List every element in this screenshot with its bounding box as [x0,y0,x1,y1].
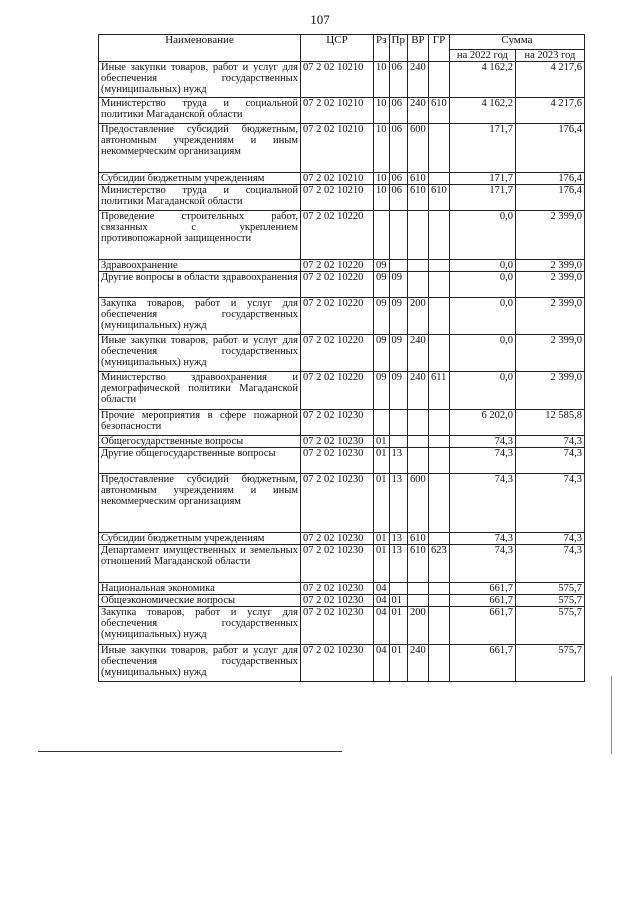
cell-y2023: 575,7 [515,595,584,607]
cell-name: Проведение строительных работ, связанных с укреплением противопожарной защищенности [99,211,301,260]
cell-rz [374,211,390,260]
cell-gr [428,298,449,335]
cell-y2022: 171,7 [449,124,515,173]
cell-gr: 610 [428,98,449,124]
table-row [99,533,585,545]
cell-gr [428,62,449,98]
cell-y2023: 2 399,0 [515,298,584,335]
cell-pr: 09 [389,372,407,410]
cell-name: Закупка товаров, работ и услуг для обеспечения государственных (муниципальных) нужд [99,607,301,645]
cell-y2023: 176,4 [515,173,584,185]
table-row [99,272,585,298]
cell-vr: 610 [407,533,428,545]
table-row [99,211,585,260]
cell-y2022: 0,0 [449,372,515,410]
cell-gr [428,260,449,272]
cell-vr: 240 [407,372,428,410]
cell-gr [428,211,449,260]
table-row [99,595,585,607]
cell-y2023: 176,4 [515,124,584,173]
table-row [99,62,585,98]
cell-gr [428,272,449,298]
cell-gr [428,335,449,372]
cell-pr [389,410,407,436]
cell-vr: 610 [407,185,428,211]
cell-pr [389,436,407,448]
cell-name: Министерство здравоохранения и демографической политики Магаданской области [99,372,301,410]
cell-rz: 10 [374,185,390,211]
cell-vr [407,211,428,260]
table-row [99,583,585,595]
cell-name: Общегосударственные вопросы [99,436,301,448]
cell-pr: 06 [389,62,407,98]
cell-y2022: 74,3 [449,448,515,474]
cell-y2023: 74,3 [515,436,584,448]
cell-y2023: 4 217,6 [515,98,584,124]
cell-vr: 200 [407,298,428,335]
cell-y2023: 2 399,0 [515,372,584,410]
cell-y2023: 4 217,6 [515,62,584,98]
cell-gr [428,645,449,682]
table-row [99,607,585,645]
cell-pr: 06 [389,185,407,211]
cell-pr: 13 [389,474,407,533]
cell-rz: 09 [374,372,390,410]
cell-csr: 07 2 02 10210 [301,173,374,185]
table-row [99,474,585,533]
cell-y2022: 0,0 [449,298,515,335]
header-csr: ЦСР [301,35,374,62]
cell-y2022: 0,0 [449,272,515,298]
cell-rz [374,410,390,436]
cell-pr [389,211,407,260]
cell-y2022: 171,7 [449,185,515,211]
cell-gr [428,595,449,607]
header-2023: на 2023 год [515,50,584,62]
cell-vr [407,595,428,607]
cell-pr: 13 [389,533,407,545]
cell-csr: 07 2 02 10230 [301,545,374,583]
cell-csr: 07 2 02 10230 [301,474,374,533]
cell-csr: 07 2 02 10230 [301,583,374,595]
cell-rz: 04 [374,595,390,607]
cell-rz: 01 [374,474,390,533]
table-row [99,173,585,185]
cell-rz: 09 [374,260,390,272]
cell-y2023: 575,7 [515,645,584,682]
cell-pr [389,583,407,595]
cell-csr: 07 2 02 10210 [301,124,374,173]
cell-rz: 10 [374,173,390,185]
cell-name: Закупка товаров, работ и услуг для обеспечения государственных (муниципальных) нужд [99,298,301,335]
table-row [99,124,585,173]
table-row [99,98,585,124]
table-row [99,545,585,583]
cell-name: Департамент имущественных и земельных отношений Магаданской области [99,545,301,583]
budget-table [98,34,585,682]
cell-name: Иные закупки товаров, работ и услуг для обеспечения государственных (муниципальных) нужд [99,335,301,372]
cell-vr [407,436,428,448]
cell-rz: 10 [374,98,390,124]
cell-y2022: 74,3 [449,545,515,583]
table-row [99,335,585,372]
cell-csr: 07 2 02 10220 [301,211,374,260]
table-row [99,645,585,682]
page-number: 107 [310,12,330,27]
cell-y2023: 74,3 [515,474,584,533]
cell-gr: 610 [428,185,449,211]
header-sum: Сумма [449,35,584,50]
cell-gr [428,410,449,436]
cell-y2023: 74,3 [515,533,584,545]
cell-y2022: 74,3 [449,533,515,545]
cell-rz: 01 [374,436,390,448]
cell-name: Национальная экономика [99,583,301,595]
table-row [99,410,585,436]
cell-pr: 06 [389,173,407,185]
cell-name: Здравоохранение [99,260,301,272]
table-row [99,260,585,272]
cell-y2023: 575,7 [515,607,584,645]
cell-y2023: 74,3 [515,545,584,583]
cell-gr [428,583,449,595]
footer-rule [38,751,342,752]
cell-csr: 07 2 02 10220 [301,260,374,272]
table-row [99,448,585,474]
table-row [99,185,585,211]
header-vr: ВР [407,35,428,62]
cell-name: Общеэкономические вопросы [99,595,301,607]
cell-rz: 09 [374,335,390,372]
cell-gr: 611 [428,372,449,410]
table-row [99,372,585,410]
cell-name: Министерство труда и социальной политики Магаданской области [99,185,301,211]
cell-y2022: 171,7 [449,173,515,185]
cell-rz: 01 [374,545,390,583]
cell-y2023: 12 585,8 [515,410,584,436]
header-2022: на 2022 год [449,50,515,62]
cell-vr: 240 [407,62,428,98]
cell-csr: 07 2 02 10230 [301,436,374,448]
cell-csr: 07 2 02 10220 [301,372,374,410]
cell-rz: 04 [374,645,390,682]
cell-gr [428,474,449,533]
header-name: Наименование [99,35,301,62]
cell-rz: 04 [374,583,390,595]
cell-csr: 07 2 02 10230 [301,410,374,436]
cell-vr [407,410,428,436]
cell-csr: 07 2 02 10210 [301,98,374,124]
cell-rz: 09 [374,272,390,298]
cell-name: Предоставление субсидий бюджетным, автономным учреждениям и иным некоммерческим организациям [99,124,301,173]
cell-y2022: 0,0 [449,335,515,372]
cell-name: Прочие мероприятия в сфере пожарной безопасности [99,410,301,436]
cell-y2022: 661,7 [449,583,515,595]
cell-vr: 610 [407,545,428,583]
cell-vr: 600 [407,474,428,533]
header-rz: Рз [374,35,390,62]
cell-vr: 200 [407,607,428,645]
cell-csr: 07 2 02 10210 [301,185,374,211]
cell-csr: 07 2 02 10230 [301,448,374,474]
cell-y2023: 2 399,0 [515,335,584,372]
cell-gr [428,533,449,545]
cell-csr: 07 2 02 10220 [301,298,374,335]
cell-y2022: 661,7 [449,607,515,645]
cell-y2023: 2 399,0 [515,260,584,272]
cell-vr: 600 [407,124,428,173]
cell-pr: 01 [389,607,407,645]
cell-y2022: 661,7 [449,645,515,682]
cell-y2022: 0,0 [449,211,515,260]
cell-csr: 07 2 02 10220 [301,335,374,372]
cell-rz: 09 [374,298,390,335]
cell-pr: 01 [389,595,407,607]
cell-name: Субсидии бюджетным учреждениям [99,173,301,185]
cell-name: Предоставление субсидий бюджетным, автономным учреждениям и иным некоммерческим организациям [99,474,301,533]
cell-name: Субсидии бюджетным учреждениям [99,533,301,545]
cell-y2023: 2 399,0 [515,272,584,298]
cell-csr: 07 2 02 10230 [301,533,374,545]
cell-gr [428,607,449,645]
cell-vr: 610 [407,173,428,185]
cell-csr: 07 2 02 10230 [301,595,374,607]
table-body [99,62,585,682]
cell-rz: 01 [374,448,390,474]
cell-pr: 09 [389,272,407,298]
table-row [99,298,585,335]
cell-pr: 01 [389,645,407,682]
cell-csr: 07 2 02 10210 [301,62,374,98]
cell-y2023: 74,3 [515,448,584,474]
cell-csr: 07 2 02 10230 [301,607,374,645]
cell-name: Иные закупки товаров, работ и услуг для обеспечения государственных (муниципальных) нужд [99,62,301,98]
cell-vr: 240 [407,98,428,124]
cell-name: Другие общегосударственные вопросы [99,448,301,474]
cell-rz: 10 [374,62,390,98]
cell-vr: 240 [407,335,428,372]
cell-y2022: 74,3 [449,474,515,533]
cell-rz: 04 [374,607,390,645]
cell-y2022: 4 162,2 [449,98,515,124]
cell-y2022: 6 202,0 [449,410,515,436]
scan-edge-mark [611,676,612,754]
cell-vr [407,260,428,272]
cell-pr: 09 [389,298,407,335]
header-gr: ГР [428,35,449,62]
cell-rz: 10 [374,124,390,173]
cell-y2023: 575,7 [515,583,584,595]
cell-pr: 06 [389,124,407,173]
cell-gr [428,173,449,185]
cell-name: Другие вопросы в области здравоохранения [99,272,301,298]
cell-pr: 09 [389,335,407,372]
cell-pr [389,260,407,272]
cell-vr [407,448,428,474]
cell-pr: 06 [389,98,407,124]
cell-y2023: 176,4 [515,185,584,211]
cell-y2022: 661,7 [449,595,515,607]
cell-gr [428,448,449,474]
header-pr: Пр [389,35,407,62]
cell-y2023: 2 399,0 [515,211,584,260]
cell-csr: 07 2 02 10230 [301,645,374,682]
table-row [99,436,585,448]
cell-pr: 13 [389,545,407,583]
cell-pr: 13 [389,448,407,474]
cell-gr: 623 [428,545,449,583]
cell-gr [428,436,449,448]
cell-csr: 07 2 02 10220 [301,272,374,298]
cell-name: Иные закупки товаров, работ и услуг для обеспечения государственных (муниципальных) нужд [99,645,301,682]
cell-y2022: 74,3 [449,436,515,448]
cell-vr [407,272,428,298]
cell-vr [407,583,428,595]
cell-gr [428,124,449,173]
cell-y2022: 4 162,2 [449,62,515,98]
cell-rz: 01 [374,533,390,545]
cell-vr: 240 [407,645,428,682]
cell-y2022: 0,0 [449,260,515,272]
cell-name: Министерство труда и социальной политики Магаданской области [99,98,301,124]
